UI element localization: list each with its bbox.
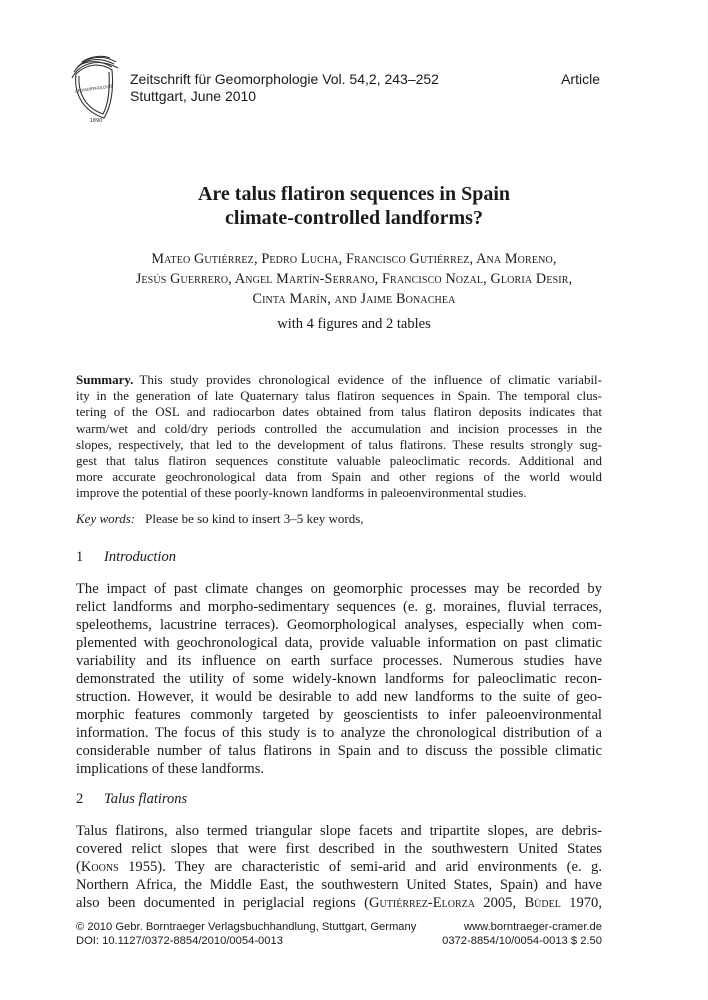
authors-line-3: Cinta Marín, and Jaime Bonachea (252, 291, 456, 307)
summary-label: Summary. (76, 372, 134, 387)
journal-citation: Zeitschrift für Geomorphologie Vol. 54,2, 243–252 (130, 71, 439, 87)
talus-flatirons-paragraph (76, 822, 602, 912)
publisher-website-link[interactable]: www.borntraeger-cramer.de (463, 921, 602, 933)
title-line-1: Are talus flatiron sequences in Spain (197, 183, 511, 205)
svg-text:1890: 1890 (89, 118, 103, 124)
paragraph-line: also been documented in periglacial regions (Gutiérrez-Elorza 2005, Büdel 1970, (76, 895, 603, 911)
paragraph-line: covered relict slopes that were first described in the southwestern United States (76, 841, 602, 857)
paragraph-line: Northern Africa, the Middle East, the southwestern United States, Spain) and have (76, 877, 602, 893)
summary-line: Summary. This study provides chronological evidence of the influence of climatic variabil- (76, 372, 602, 387)
title-line-2: climate-controlled landforms? (225, 207, 483, 229)
paragraph-line: (Koons 1955). They are characteristic of semi-arid and arid environments (e. g. (76, 859, 602, 875)
keywords (76, 511, 602, 527)
paragraph-line: considerable number of talus flatirons in Spain and to discuss the possible climatic (76, 743, 602, 759)
paragraph-line: The impact of past climate changes on geomorphic processes may be recorded by (76, 581, 602, 597)
paragraph-line: struction. However, it would be desirable to add new landforms to the suite of geo- (76, 689, 602, 705)
publication-place-date: Stuttgart, June 2010 (130, 88, 257, 104)
summary-line: tering of the OSL and radiocarbon dates obtained from talus flatiron deposits indicates that (76, 404, 602, 420)
section-title: Introduction (104, 549, 176, 565)
footer-publisher (76, 920, 416, 948)
section-number: 2 (76, 791, 84, 807)
section-title: Talus flatirons (104, 791, 188, 807)
journal-logo (70, 52, 120, 124)
summary-line: gest that talus flatiron sequences constitute valuable paleoclimatic records. Additional and (76, 453, 602, 469)
paragraph-line: variability and its influence on earth surface processes. Numerous studies have (76, 653, 602, 669)
authors-line-1: Mateo Gutiérrez, Pedro Lucha, Francisco Gutiérrez, Ana Moreno, (151, 251, 557, 267)
paragraph-line: morphic features commonly targeted by geoscientists to infer paleoenvironmental (76, 707, 602, 723)
section-number: 1 (76, 549, 84, 565)
paragraph-line: relict landforms and morpho-sedimentary sequences (e. g. moraines, fluvial terraces, (76, 599, 602, 615)
summary-abstract (76, 372, 602, 502)
keywords-text: Please be so kind to insert 3–5 key words, (145, 511, 364, 526)
summary-line: improve the potential of these poorly-known landforms in paleoenvironmental studies. (76, 485, 527, 501)
summary-line: slopes, respectively, that led to the development of talus flatirons. These results strongly sug- (76, 436, 602, 452)
summary-line: warm/wet and cold/dry periods controlled the accumulation and incision processes in the (76, 420, 602, 436)
issn-price: 0372-8854/10/0054-0013 $ 2.50 (442, 935, 602, 947)
doi[interactable]: DOI: 10.1127/0372-8854/2010/0054-0013 (76, 935, 283, 947)
paragraph-line: implications of these landforms. (76, 761, 265, 777)
section-heading-introduction (76, 548, 176, 566)
summary-line: more accurate geochronological data from Spain and other regions of the world would (76, 469, 602, 485)
paragraph-line: Talus flatirons, also termed triangular slope facets and tripartite slopes, are debris- (76, 823, 602, 839)
keywords-label: Key words: (76, 511, 136, 526)
paragraph-line: demonstrated the utility of some widely-known landforms for paleoclimatic recon- (76, 671, 602, 687)
footer-website (442, 920, 602, 948)
paper-title (0, 182, 708, 230)
article-type-label: Article (561, 71, 600, 87)
journal-info (130, 71, 439, 105)
summary-line: ity in the generation of late Quaternary talus flatiron sequences in Spain. The temporal clus- (76, 388, 602, 404)
paragraph-line: information. The focus of this study is to analyze the chronological distribution of a (76, 725, 602, 741)
authors-line-2: Jesús Guerrero, Angel Martín-Serrano, Francisco Nozal, Gloria Desir, (135, 271, 573, 287)
author-list (0, 249, 708, 309)
copyright-notice: © 2010 Gebr. Borntraeger Verlagsbuchhandlung, Stuttgart, Germany (76, 921, 417, 933)
paragraph-line: speleothems, lacustrine terraces). Geomorphological analyses, especially when com- (76, 617, 602, 633)
section-heading-talus-flatirons (76, 790, 187, 808)
figures-tables-note: with 4 figures and 2 tables (277, 316, 431, 332)
paragraph-line: plemented with geochronological data, provide valuable information on past climatic (76, 635, 602, 651)
introduction-paragraph (76, 580, 602, 778)
svg-text:GEOMORPHOLOGIE: GEOMORPHOLOGIE (74, 83, 114, 94)
